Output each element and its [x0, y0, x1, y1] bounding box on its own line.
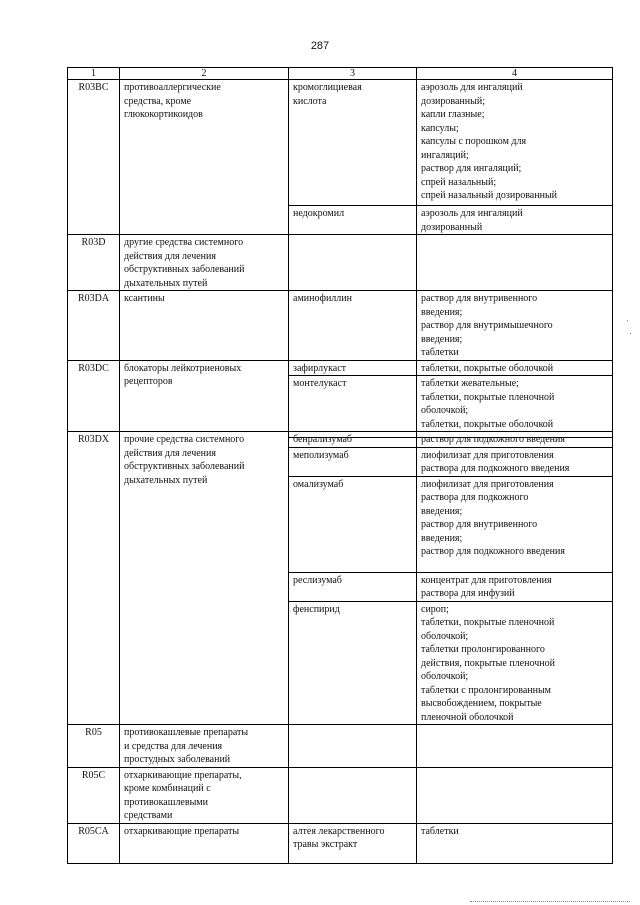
- drug-name-cell: [289, 291, 417, 361]
- table-row: [68, 432, 613, 448]
- dosage-form-cell-line: действия, покрытые пленочной: [421, 657, 555, 669]
- dosage-form-cell-line: таблетки: [421, 347, 459, 358]
- atc-code-cell: R03BC: [68, 80, 120, 235]
- atc-group-cell: [120, 235, 289, 291]
- dosage-form-cell-line: капли глазные;: [421, 109, 485, 120]
- dosage-form-cell: [417, 823, 613, 863]
- dosage-form-cell-line: раствора для подкожного: [421, 492, 529, 503]
- dosage-form-cell: [417, 80, 613, 206]
- atc-group-cell: [120, 767, 289, 823]
- dosage-form-cell-line: раствор для внутривенного: [421, 519, 538, 530]
- dosage-form-cell-line: таблетки пролонгированного: [421, 644, 545, 655]
- drug-name-cell-line: аминофиллин: [293, 293, 352, 304]
- dosage-form-cell-line: раствор для подкожного введения: [421, 434, 565, 445]
- drug-name-cell: [289, 206, 417, 235]
- atc-group-cell-line: отхаркивающие препараты: [124, 825, 240, 837]
- dosage-form-cell-line: дозированный;: [421, 95, 485, 107]
- dosage-form-cell-line: введения;: [421, 505, 463, 517]
- drug-name-cell: [289, 360, 417, 376]
- column-header: 2: [120, 68, 289, 80]
- table-row: [68, 235, 613, 291]
- dosage-form-cell: [417, 432, 613, 448]
- atc-code-cell: R03DC: [68, 360, 120, 432]
- drug-name-cell-line: зафирлукаст: [293, 362, 347, 374]
- column-header: 3: [289, 68, 417, 80]
- atc-group-cell-line: противоаллергические: [124, 82, 221, 93]
- scan-speck: [627, 320, 628, 321]
- atc-code-cell: R03DX: [68, 432, 120, 725]
- dosage-form-cell-line: лиофилизат для приготовления: [421, 449, 554, 461]
- dosage-form-cell: [417, 601, 613, 725]
- drug-name-cell-line: алтея лекарственного: [293, 825, 385, 837]
- dosage-form-cell: [417, 767, 613, 823]
- atc-group-cell-line: простудных заболеваний: [124, 754, 231, 765]
- dosage-form-cell-line: спрей назальный дозированный: [421, 190, 558, 201]
- dosage-form-cell-line: пленочной оболочкой: [421, 711, 514, 723]
- atc-group-cell: [120, 360, 289, 432]
- table-row: [68, 360, 613, 376]
- dosage-form-cell-line: дозированный: [421, 221, 483, 233]
- drug-name-cell-line: кислота: [293, 95, 327, 107]
- drug-name-cell: [289, 476, 417, 572]
- dosage-form-cell-line: таблетки, покрытые оболочкой: [421, 418, 554, 430]
- atc-group-cell-line: дыхательных путей: [124, 474, 208, 486]
- drug-name-cell: [289, 572, 417, 601]
- dosage-form-cell-line: лиофилизат для приготовления: [421, 478, 554, 490]
- atc-group-cell-line: и средства для лечения: [124, 740, 223, 752]
- dosage-form-cell: [417, 476, 613, 572]
- dosage-form-cell: [417, 725, 613, 768]
- dosage-form-cell-line: оболочкой;: [421, 630, 469, 642]
- atc-group-cell-line: средствами: [124, 810, 173, 821]
- dosage-form-cell-line: спрей назальный;: [421, 176, 497, 188]
- dosage-form-cell-line: введения;: [421, 306, 463, 318]
- drug-name-cell: [289, 725, 417, 768]
- table-header-row: [68, 68, 613, 80]
- drug-name-cell-line: фенспирид: [293, 603, 340, 615]
- dosage-form-cell-line: раствор для подкожного введения: [421, 546, 565, 557]
- atc-group-cell-line: противокашлевые препараты: [124, 727, 249, 738]
- dosage-form-cell-line: ингаляций;: [421, 149, 469, 161]
- atc-group-cell-line: обструктивных заболеваний: [124, 264, 245, 275]
- dosage-form-cell: [417, 235, 613, 291]
- scan-speck: [630, 333, 631, 334]
- atc-group-cell-line: действия для лечения: [124, 447, 216, 459]
- atc-group-cell-line: обструктивных заболеваний: [124, 461, 245, 472]
- drug-name-cell-line: травы экстракт: [293, 839, 358, 850]
- atc-group-cell-line: действия для лечения: [124, 250, 216, 262]
- table-row: [68, 767, 613, 823]
- atc-code-cell: R05C: [68, 767, 120, 823]
- dosage-form-cell-line: таблетки с пролонгированным: [421, 684, 552, 696]
- dosage-form-cell: [417, 376, 613, 432]
- drug-name-cell: [289, 235, 417, 291]
- atc-group-cell-line: прочие средства системного: [124, 434, 245, 445]
- drug-name-cell-line: реслизумаб: [293, 574, 342, 586]
- dosage-form-cell: [417, 572, 613, 601]
- dosage-form-cell-line: введения;: [421, 532, 463, 544]
- dosage-form-cell-line: раствора для инфузий: [421, 588, 515, 599]
- atc-group-cell-line: дыхательных путей: [124, 277, 208, 289]
- drug-name-cell-line: меполизумаб: [293, 449, 349, 461]
- atc-group-cell-line: глюкокортикоидов: [124, 109, 203, 120]
- atc-group-cell-line: блокаторы лейкотриеновых: [124, 362, 242, 374]
- column-header: 4: [417, 68, 613, 80]
- atc-code-cell: R03D: [68, 235, 120, 291]
- atc-group-cell: [120, 432, 289, 725]
- atc-group-cell-line: средства, кроме: [124, 95, 192, 107]
- atc-group-cell: [120, 823, 289, 863]
- dosage-form-cell: [417, 291, 613, 361]
- atc-code-cell: R03DA: [68, 291, 120, 361]
- dosage-form-cell-line: таблетки, покрытые пленочной: [421, 391, 555, 403]
- drug-name-cell-line: монтелукаст: [293, 378, 347, 389]
- drug-name-cell-line: кромоглициевая: [293, 82, 362, 93]
- atc-group-cell-line: ксантины: [124, 293, 165, 304]
- column-header: 1: [68, 68, 120, 80]
- table-row: [68, 823, 613, 863]
- dosage-form-cell: [417, 447, 613, 476]
- drug-name-cell: [289, 601, 417, 725]
- table-row: [68, 291, 613, 361]
- atc-code-cell: R05CA: [68, 823, 120, 863]
- scan-mark: [418, 437, 612, 438]
- dosage-form-cell-line: аэрозоль для ингаляций: [421, 208, 523, 219]
- atc-code-cell: R05: [68, 725, 120, 768]
- atc-group-cell-line: противокашлевыми: [124, 796, 208, 808]
- atc-group-cell-line: кроме комбинаций с: [124, 783, 211, 794]
- drug-name-cell: [289, 432, 417, 448]
- dosage-form-cell-line: раствор для внутримышечного: [421, 320, 553, 331]
- dosage-form-cell-line: раствор для ингаляций;: [421, 163, 522, 174]
- dosage-form-cell: [417, 360, 613, 376]
- dosage-form-cell-line: капсулы;: [421, 122, 459, 134]
- atc-group-cell-line: другие средства системного: [124, 237, 244, 248]
- page-number: 287: [310, 40, 330, 52]
- dosage-form-cell-line: раствора для подкожного введения: [421, 463, 570, 474]
- dosage-form-cell-line: сироп;: [421, 603, 449, 615]
- medicines-table: [67, 67, 613, 864]
- dosage-form-cell-line: концентрат для приготовления: [421, 574, 552, 586]
- drug-name-cell: [289, 376, 417, 432]
- atc-group-cell: [120, 291, 289, 361]
- drug-name-cell: [289, 447, 417, 476]
- dosage-form-cell-line: введения;: [421, 333, 463, 345]
- dosage-form-cell: [417, 206, 613, 235]
- drug-name-cell: [289, 823, 417, 863]
- table-row: [68, 725, 613, 768]
- drug-name-cell-line: бенрализумаб: [293, 434, 353, 445]
- dosage-form-cell-line: аэрозоль для ингаляций: [421, 82, 523, 93]
- dosage-form-cell-line: капсулы с порошком для: [421, 136, 527, 147]
- dosage-form-cell-line: раствор для внутривенного: [421, 293, 538, 304]
- drug-name-cell-line: омализумаб: [293, 478, 344, 490]
- drug-name-cell-line: недокромил: [293, 208, 345, 219]
- scan-edge: [470, 901, 630, 902]
- dosage-form-cell-line: оболочкой;: [421, 405, 469, 416]
- atc-group-cell-line: отхаркивающие препараты,: [124, 769, 242, 781]
- drug-name-cell: [289, 80, 417, 206]
- table-row: [68, 80, 613, 206]
- dosage-form-cell-line: таблетки жевательные;: [421, 378, 519, 389]
- dosage-form-cell-line: высвобождением, покрытые: [421, 698, 542, 709]
- drug-name-cell: [289, 767, 417, 823]
- dosage-form-cell-line: таблетки, покрытые оболочкой: [421, 362, 554, 374]
- scan-mark: [288, 437, 418, 438]
- atc-group-cell: [120, 80, 289, 235]
- atc-group-cell-line: рецепторов: [124, 376, 173, 387]
- atc-group-cell: [120, 725, 289, 768]
- dosage-form-cell-line: оболочкой;: [421, 671, 469, 682]
- dosage-form-cell-line: таблетки: [421, 825, 459, 837]
- dosage-form-cell-line: таблетки, покрытые пленочной: [421, 617, 555, 628]
